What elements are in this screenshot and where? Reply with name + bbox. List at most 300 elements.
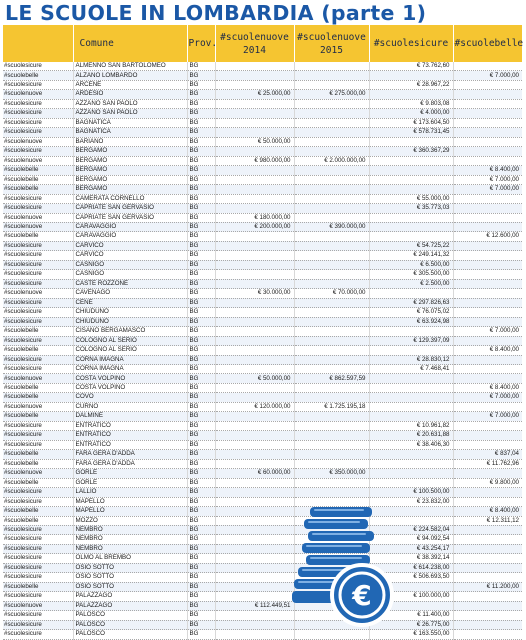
cell-scuolebelle — [453, 535, 522, 544]
table-row — [3, 62, 522, 71]
cell-scuolenuove-2014: € 50.000,00 — [215, 374, 294, 383]
table-row — [3, 270, 522, 279]
cell-comune: COSTA VOLPINO — [73, 374, 187, 383]
column-header-scuolenuove-2014: #scuolenuove 2014 — [215, 25, 294, 62]
cell-scuolenuove-2014 — [215, 450, 294, 459]
cell-comune: CARAVAGGIO — [73, 232, 187, 241]
cell-scuolebelle — [453, 80, 522, 89]
cell-hashtag: #scuolebelle — [3, 507, 73, 516]
cell-scuolenuove-2015 — [294, 175, 369, 184]
cell-scuolebelle — [453, 204, 522, 213]
cell-comune: AZZANO SAN PAOLO — [73, 99, 187, 108]
cell-prov: BG — [187, 71, 215, 80]
table-row — [3, 128, 522, 137]
cell-scuolebelle — [453, 355, 522, 364]
table-row — [3, 71, 522, 80]
cell-prov: BG — [187, 544, 215, 553]
cell-scuolenuove-2015: € 862.597,59 — [294, 374, 369, 383]
cell-scuolenuove-2014: € 980.000,00 — [215, 156, 294, 165]
cell-prov: BG — [187, 99, 215, 108]
cell-scuolesicure: € 28.967,22 — [369, 80, 453, 89]
cell-scuolebelle — [453, 279, 522, 288]
cell-comune: COLOGNO AL SERIO — [73, 346, 187, 355]
cell-scuolebelle: € 8.400,00 — [453, 166, 522, 175]
cell-comune: AZZANO SAN PAOLO — [73, 109, 187, 118]
cell-scuolenuove-2015 — [294, 421, 369, 430]
cell-scuolesicure — [369, 175, 453, 184]
cell-hashtag: #scuolebelle — [3, 185, 73, 194]
cell-prov: BG — [187, 459, 215, 468]
cell-scuolesicure — [369, 71, 453, 80]
cell-prov: BG — [187, 204, 215, 213]
cell-prov: BG — [187, 62, 215, 71]
cell-scuolesicure — [369, 402, 453, 411]
cell-scuolebelle: € 12.311,12 — [453, 516, 522, 525]
cell-hashtag: #scuolesicure — [3, 336, 73, 345]
cell-hashtag: #scuolesicure — [3, 147, 73, 156]
cell-scuolebelle — [453, 251, 522, 260]
table-row — [3, 204, 522, 213]
cell-scuolenuove-2015 — [294, 204, 369, 213]
cell-comune: BERGAMO — [73, 147, 187, 156]
cell-scuolesicure — [369, 383, 453, 392]
cell-scuolenuove-2015 — [294, 327, 369, 336]
table-row — [3, 516, 522, 525]
cell-scuolesicure: € 297.826,63 — [369, 298, 453, 307]
cell-scuolebelle: € 7.000,00 — [453, 175, 522, 184]
cell-hashtag: #scuolesicure — [3, 270, 73, 279]
cell-comune: NEMBRO — [73, 535, 187, 544]
table-row — [3, 601, 522, 610]
cell-hashtag: #scuolesicure — [3, 535, 73, 544]
cell-comune: CASNIGO — [73, 260, 187, 269]
cell-comune: ALZANO LOMBARDO — [73, 71, 187, 80]
cell-scuolebelle — [453, 222, 522, 231]
cell-prov: BG — [187, 232, 215, 241]
cell-scuolenuove-2015: € 275.000,00 — [294, 90, 369, 99]
cell-hashtag: #scuolebelle — [3, 166, 73, 175]
cell-hashtag: #scuolebelle — [3, 175, 73, 184]
cell-scuolebelle — [453, 573, 522, 582]
table-row — [3, 241, 522, 250]
column-header-scuolesicure: #scuolesicure — [369, 25, 453, 62]
cell-scuolebelle — [453, 469, 522, 478]
cell-scuolebelle — [453, 554, 522, 563]
cell-prov: BG — [187, 374, 215, 383]
table-row — [3, 308, 522, 317]
cell-scuolenuove-2015 — [294, 166, 369, 175]
cell-scuolebelle — [453, 241, 522, 250]
table-row — [3, 365, 522, 374]
cell-scuolenuove-2014: € 180.000,00 — [215, 213, 294, 222]
table-row — [3, 137, 522, 146]
table-row — [3, 374, 522, 383]
cell-prov: BG — [187, 128, 215, 137]
cell-scuolesicure — [369, 156, 453, 165]
cell-hashtag: #scuolesicure — [3, 298, 73, 307]
cell-scuolenuove-2014 — [215, 71, 294, 80]
cell-scuolebelle: € 9.800,00 — [453, 478, 522, 487]
table-row — [3, 147, 522, 156]
cell-hashtag: #scuolesicure — [3, 497, 73, 506]
cell-scuolenuove-2014 — [215, 147, 294, 156]
cell-scuolenuove-2014 — [215, 592, 294, 601]
table-row — [3, 90, 522, 99]
cell-scuolenuove-2014 — [215, 488, 294, 497]
cell-scuolenuove-2015: € 390.000,00 — [294, 222, 369, 231]
cell-scuolesicure: € 4.000,00 — [369, 109, 453, 118]
table-row — [3, 327, 522, 336]
cell-scuolesicure: € 249.141,32 — [369, 251, 453, 260]
cell-comune: BERGAMO — [73, 185, 187, 194]
cell-hashtag: #scuolesicure — [3, 488, 73, 497]
cell-prov: BG — [187, 222, 215, 231]
cell-prov: BG — [187, 383, 215, 392]
cell-prov: BG — [187, 393, 215, 402]
cell-scuolenuove-2015 — [294, 630, 369, 639]
table-row — [3, 222, 522, 231]
cell-scuolebelle — [453, 497, 522, 506]
cell-hashtag: #scuolesicure — [3, 573, 73, 582]
cell-scuolebelle — [453, 289, 522, 298]
cell-comune: CORNA IMAGNA — [73, 365, 187, 374]
table-row — [3, 535, 522, 544]
cell-scuolebelle — [453, 308, 522, 317]
cell-scuolenuove-2014 — [215, 336, 294, 345]
column-header-hashtag — [3, 25, 73, 62]
cell-scuolenuove-2014 — [215, 109, 294, 118]
cell-scuolenuove-2015 — [294, 185, 369, 194]
cell-comune: BERGAMO — [73, 156, 187, 165]
column-header-comune: Comune — [73, 25, 187, 62]
cell-scuolebelle — [453, 592, 522, 601]
cell-hashtag: #scuolesicure — [3, 308, 73, 317]
table-row — [3, 402, 522, 411]
cell-comune: PALAZZAGO — [73, 601, 187, 610]
cell-scuolenuove-2014 — [215, 62, 294, 71]
cell-scuolenuove-2015: € 2.000.000,00 — [294, 156, 369, 165]
table-row — [3, 213, 522, 222]
cell-scuolebelle — [453, 601, 522, 610]
cell-scuolenuove-2015 — [294, 431, 369, 440]
cell-prov: BG — [187, 298, 215, 307]
cell-scuolebelle: € 7.000,00 — [453, 71, 522, 80]
cell-hashtag: #scuolesicure — [3, 620, 73, 629]
cell-scuolenuove-2014: € 112.449,51 — [215, 601, 294, 610]
cell-hashtag: #scuolenuove — [3, 289, 73, 298]
cell-hashtag: #scuolesicure — [3, 62, 73, 71]
cell-hashtag: #scuolebelle — [3, 71, 73, 80]
cell-prov: BG — [187, 365, 215, 374]
table-row — [3, 80, 522, 89]
cell-scuolenuove-2015 — [294, 440, 369, 449]
cell-prov: BG — [187, 592, 215, 601]
table-row — [3, 544, 522, 553]
cell-scuolesicure: € 26.775,00 — [369, 620, 453, 629]
cell-comune: ENTRATICO — [73, 431, 187, 440]
cell-hashtag: #scuolenuove — [3, 213, 73, 222]
cell-scuolebelle: € 12.600,00 — [453, 232, 522, 241]
cell-scuolenuove-2014 — [215, 279, 294, 288]
table-row — [3, 175, 522, 184]
cell-scuolesicure: € 173.604,50 — [369, 118, 453, 127]
svg-text:€: € — [352, 579, 372, 612]
cell-scuolenuove-2014 — [215, 194, 294, 203]
cell-scuolesicure — [369, 232, 453, 241]
cell-hashtag: #scuolebelle — [3, 232, 73, 241]
cell-prov: BG — [187, 402, 215, 411]
cell-comune: CENE — [73, 298, 187, 307]
cell-comune: CURNO — [73, 402, 187, 411]
cell-scuolebelle: € 7.000,00 — [453, 185, 522, 194]
schools-table-container — [3, 25, 524, 638]
cell-comune: CAPRIATE SAN GERVASIO — [73, 213, 187, 222]
cell-prov: BG — [187, 582, 215, 591]
table-row — [3, 525, 522, 534]
cell-scuolenuove-2014 — [215, 535, 294, 544]
cell-scuolebelle — [453, 109, 522, 118]
cell-scuolesicure: € 28.830,12 — [369, 355, 453, 364]
table-row — [3, 260, 522, 269]
cell-scuolebelle — [453, 402, 522, 411]
table-body — [3, 62, 522, 639]
cell-scuolesicure: € 23.832,00 — [369, 497, 453, 506]
page-title: LE SCUOLE IN LOMBARDIA (parte 1) — [5, 1, 427, 25]
cell-scuolenuove-2014 — [215, 554, 294, 563]
cell-prov: BG — [187, 573, 215, 582]
cell-hashtag: #scuolebelle — [3, 459, 73, 468]
cell-comune: ENTRATICO — [73, 421, 187, 430]
table-row — [3, 582, 522, 591]
cell-comune: MAPELLO — [73, 507, 187, 516]
cell-scuolebelle: € 11.200,00 — [453, 582, 522, 591]
cell-scuolesicure: € 55.000,00 — [369, 194, 453, 203]
cell-scuolesicure: € 54.725,22 — [369, 241, 453, 250]
cell-prov: BG — [187, 563, 215, 572]
cell-scuolenuove-2014 — [215, 251, 294, 260]
cell-scuolesicure: € 100.500,00 — [369, 488, 453, 497]
cell-scuolesicure: € 35.773,03 — [369, 204, 453, 213]
cell-scuolebelle — [453, 298, 522, 307]
table-row — [3, 289, 522, 298]
cell-scuolenuove-2015 — [294, 308, 369, 317]
cell-hashtag: #scuolesicure — [3, 365, 73, 374]
cell-prov: BG — [187, 327, 215, 336]
cell-scuolebelle — [453, 213, 522, 222]
table-row — [3, 166, 522, 175]
cell-scuolesicure — [369, 213, 453, 222]
cell-scuolenuove-2015 — [294, 232, 369, 241]
cell-scuolenuove-2014: € 50.000,00 — [215, 137, 294, 146]
cell-hashtag: #scuolenuove — [3, 90, 73, 99]
cell-scuolesicure — [369, 346, 453, 355]
cell-hashtag: #scuolesicure — [3, 431, 73, 440]
cell-hashtag: #scuolebelle — [3, 393, 73, 402]
cell-hashtag: #scuolenuove — [3, 601, 73, 610]
cell-hashtag: #scuolesicure — [3, 554, 73, 563]
cell-scuolenuove-2014 — [215, 525, 294, 534]
cell-hashtag: #scuolesicure — [3, 544, 73, 553]
cell-scuolenuove-2015 — [294, 383, 369, 392]
cell-scuolenuove-2015 — [294, 213, 369, 222]
cell-comune: CHIUDUNO — [73, 308, 187, 317]
cell-hashtag: #scuolesicure — [3, 630, 73, 639]
cell-scuolenuove-2014 — [215, 393, 294, 402]
cell-prov: BG — [187, 469, 215, 478]
cell-prov: BG — [187, 175, 215, 184]
cell-scuolesicure: € 578.731,45 — [369, 128, 453, 137]
cell-comune: ARDESIO — [73, 90, 187, 99]
cell-comune: CARAVAGGIO — [73, 222, 187, 231]
cell-scuolesicure — [369, 478, 453, 487]
cell-hashtag: #scuolebelle — [3, 516, 73, 525]
table-row — [3, 478, 522, 487]
schools-table — [3, 25, 522, 640]
cell-comune: CAMERATA CORNELLO — [73, 194, 187, 203]
cell-prov: BG — [187, 156, 215, 165]
table-row — [3, 440, 522, 449]
cell-comune: DALMINE — [73, 412, 187, 421]
table-row — [3, 488, 522, 497]
cell-hashtag: #scuolesicure — [3, 260, 73, 269]
cell-scuolenuove-2014 — [215, 611, 294, 620]
cell-scuolenuove-2014 — [215, 80, 294, 89]
cell-scuolebelle — [453, 421, 522, 430]
cell-prov: BG — [187, 554, 215, 563]
cell-scuolebelle — [453, 147, 522, 156]
cell-comune: CHIUDUNO — [73, 317, 187, 326]
cell-prov: BG — [187, 251, 215, 260]
cell-scuolesicure: € 38.392,14 — [369, 554, 453, 563]
cell-comune: ENTRATICO — [73, 440, 187, 449]
table-row — [3, 298, 522, 307]
cell-scuolenuove-2014 — [215, 241, 294, 250]
cell-scuolenuove-2015 — [294, 80, 369, 89]
cell-scuolenuove-2014 — [215, 516, 294, 525]
cell-scuolenuove-2015: € 350.000,00 — [294, 469, 369, 478]
cell-comune: OSIO SOTTO — [73, 582, 187, 591]
cell-scuolesicure: € 100.000,00 — [369, 592, 453, 601]
cell-hashtag: #scuolesicure — [3, 355, 73, 364]
cell-scuolesicure — [369, 90, 453, 99]
cell-scuolenuove-2015 — [294, 147, 369, 156]
cell-hashtag: #scuolesicure — [3, 109, 73, 118]
cell-scuolenuove-2015 — [294, 317, 369, 326]
cell-scuolenuove-2014 — [215, 308, 294, 317]
table-row — [3, 232, 522, 241]
cell-hashtag: #scuolesicure — [3, 279, 73, 288]
cell-prov: BG — [187, 80, 215, 89]
cell-scuolebelle — [453, 431, 522, 440]
table-header-row — [3, 25, 522, 62]
cell-comune: BARIANO — [73, 137, 187, 146]
cell-prov: BG — [187, 507, 215, 516]
table-row — [3, 393, 522, 402]
cell-hashtag: #scuolesicure — [3, 611, 73, 620]
cell-comune: PALOSCO — [73, 630, 187, 639]
cell-scuolenuove-2015 — [294, 365, 369, 374]
cell-scuolenuove-2015 — [294, 270, 369, 279]
cell-hashtag: #scuolebelle — [3, 582, 73, 591]
cell-scuolenuove-2015 — [294, 412, 369, 421]
cell-scuolenuove-2014 — [215, 118, 294, 127]
cell-scuolesicure — [369, 393, 453, 402]
cell-scuolenuove-2015 — [294, 336, 369, 345]
table-row — [3, 336, 522, 345]
cell-hashtag: #scuolenuove — [3, 156, 73, 165]
cell-scuolebelle: € 7.000,00 — [453, 412, 522, 421]
table-row — [3, 412, 522, 421]
cell-scuolenuove-2015 — [294, 118, 369, 127]
table-row — [3, 317, 522, 326]
table-row — [3, 109, 522, 118]
cell-scuolebelle — [453, 365, 522, 374]
cell-prov: BG — [187, 497, 215, 506]
cell-scuolesicure: € 10.961,82 — [369, 421, 453, 430]
cell-prov: BG — [187, 308, 215, 317]
table-row — [3, 554, 522, 563]
cell-hashtag: #scuolebelle — [3, 383, 73, 392]
cell-comune: BERGAMO — [73, 175, 187, 184]
cell-prov: BG — [187, 166, 215, 175]
cell-scuolesicure: € 305.500,00 — [369, 270, 453, 279]
cell-scuolesicure: € 76.075,02 — [369, 308, 453, 317]
cell-hashtag: #scuolebelle — [3, 412, 73, 421]
cell-scuolenuove-2014 — [215, 507, 294, 516]
cell-scuolebelle — [453, 317, 522, 326]
cell-scuolenuove-2014 — [215, 232, 294, 241]
cell-scuolebelle: € 7.000,00 — [453, 393, 522, 402]
cell-comune: CORNA IMAGNA — [73, 355, 187, 364]
table-row — [3, 431, 522, 440]
cell-scuolenuove-2014 — [215, 383, 294, 392]
cell-prov: BG — [187, 630, 215, 639]
column-header-scuolenuove-2015: #scuolenuove 2015 — [294, 25, 369, 62]
cell-prov: BG — [187, 346, 215, 355]
cell-comune: COSTA VOLPINO — [73, 383, 187, 392]
cell-scuolebelle: € 8.400,00 — [453, 507, 522, 516]
cell-scuolenuove-2015 — [294, 194, 369, 203]
cell-scuolenuove-2015 — [294, 355, 369, 364]
cell-scuolesicure: € 6.500,00 — [369, 260, 453, 269]
cell-scuolebelle — [453, 440, 522, 449]
cell-scuolenuove-2014 — [215, 270, 294, 279]
cell-prov: BG — [187, 421, 215, 430]
table-row — [3, 507, 522, 516]
cell-prov: BG — [187, 412, 215, 421]
cell-scuolenuove-2014: € 25.000,00 — [215, 90, 294, 99]
cell-prov: BG — [187, 90, 215, 99]
cell-comune: NEMBRO — [73, 525, 187, 534]
cell-comune: ARCENE — [73, 80, 187, 89]
cell-scuolenuove-2014 — [215, 317, 294, 326]
cell-scuolebelle — [453, 90, 522, 99]
cell-scuolenuove-2015 — [294, 99, 369, 108]
cell-scuolenuove-2015 — [294, 279, 369, 288]
cell-scuolebelle — [453, 270, 522, 279]
cell-scuolebelle — [453, 563, 522, 572]
table-row — [3, 450, 522, 459]
cell-comune: MOZZO — [73, 516, 187, 525]
cell-scuolenuove-2015 — [294, 298, 369, 307]
cell-scuolenuove-2015 — [294, 459, 369, 468]
cell-hashtag: #scuolesicure — [3, 563, 73, 572]
table-row — [3, 355, 522, 364]
cell-prov: BG — [187, 525, 215, 534]
cell-scuolesicure — [369, 412, 453, 421]
table-row — [3, 459, 522, 468]
cell-scuolebelle — [453, 630, 522, 639]
